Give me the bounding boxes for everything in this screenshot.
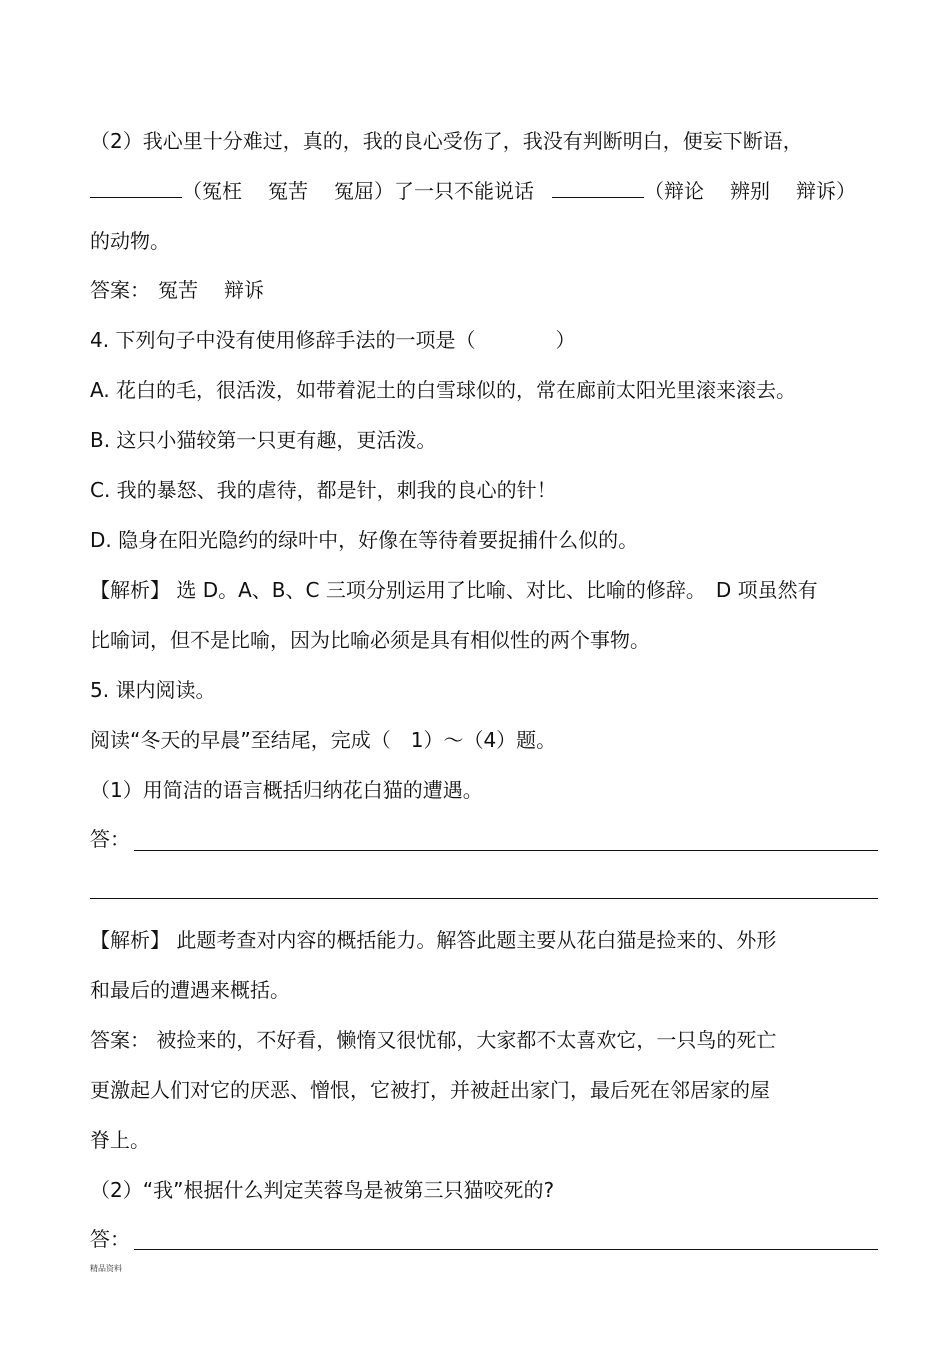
q5-sub1-answer-line1: 答案： 被捡来的，不好看，懒惰又很忧郁，大家都不太喜欢它，一只鸟的死亡 — [90, 1028, 777, 1052]
q5-sub1-analysis-line2: 和最后的遭遇来概括。 — [90, 978, 290, 1002]
q4-stem: 4. 下列句子中没有使用修辞手法的一项是（ ） — [90, 328, 576, 352]
q4-option-d: D. 隐身在阳光隐约的绿叶中，好像在等待着要捉捕什么似的。 — [90, 528, 639, 552]
q5-sub2-answer-prompt: 答： — [90, 1227, 130, 1251]
blank1-option-1: （冤枉 — [182, 179, 242, 203]
q5-sub2: （2）“我”根据什么判定芙蓉鸟是被第三只猫咬死的? — [90, 1178, 555, 1202]
q5-sub1: （1）用简洁的语言概括归纳花白猫的遭遇。 — [90, 778, 483, 802]
q5-sub1-analysis-line1: 【解析】 此题考查对内容的概括能力。解答此题主要从花白猫是捡来的、外形 — [90, 928, 777, 952]
answer-line-1[interactable] — [134, 850, 878, 851]
q5-instruction: 阅读“冬天的早晨”至结尾，完成（ 1）～（4）题。 — [90, 728, 557, 752]
blank1-option-3: 冤屈） — [334, 179, 394, 203]
footer-note: 精品资料 — [90, 1264, 122, 1273]
answer-label: 答案： — [90, 278, 150, 302]
blank2-option-2: 辨别 — [730, 179, 770, 203]
answer-word-2: 辩诉 — [224, 278, 264, 302]
q4-analysis-line2: 比喻词，但不是比喻，因为比喻必须是具有相似性的两个事物。 — [90, 628, 650, 652]
q5-sub1-answer-line3: 脊上。 — [90, 1128, 150, 1152]
blank2-option-3: 辩诉） — [796, 179, 856, 203]
q4-analysis-line1: 【解析】 选 D。A、B、C 三项分别运用了比喻、对比、比喻的修辞。 D 项虽然有 — [90, 578, 818, 602]
q3-2-line2 — [90, 177, 856, 205]
q5-stem: 5. 课内阅读。 — [90, 678, 216, 702]
q4-option-a: A. 花白的毛，很活泼，如带着泥土的白雪球似的，常在廊前太阳光里滚来滚去。 — [90, 378, 797, 402]
q3-2-answer — [90, 276, 264, 304]
fill-blank-2[interactable] — [552, 177, 644, 198]
q5-sub1-answer-line2: 更激起人们对它的厌恶、憎恨，它被打，并被赶出家门，最后死在邻居家的屋 — [90, 1078, 770, 1102]
answer-word-1: 冤苦 — [158, 278, 198, 302]
answer-line-2[interactable] — [90, 898, 878, 899]
q3-2-line1: （2）我心里十分难过，真的，我的良心受伤了，我没有判断明白，便妄下断语， — [90, 129, 803, 153]
blank2-option-1: （辩论 — [644, 179, 704, 203]
q5-sub1-answer-prompt: 答： — [90, 827, 130, 851]
blank1-option-2: 冤苦 — [268, 179, 308, 203]
answer-line-3[interactable] — [134, 1249, 878, 1250]
q4-option-c: C. 我的暴怒、我的虐待，都是针，刺我的良心的针！ — [90, 478, 557, 502]
q3-2-mid-text: 了一只不能说话 — [394, 179, 534, 203]
q4-option-b: B. 这只小猫较第一只更有趣，更活泼。 — [90, 428, 437, 452]
q3-2-line3: 的动物。 — [90, 229, 170, 253]
fill-blank-1[interactable] — [90, 177, 182, 198]
